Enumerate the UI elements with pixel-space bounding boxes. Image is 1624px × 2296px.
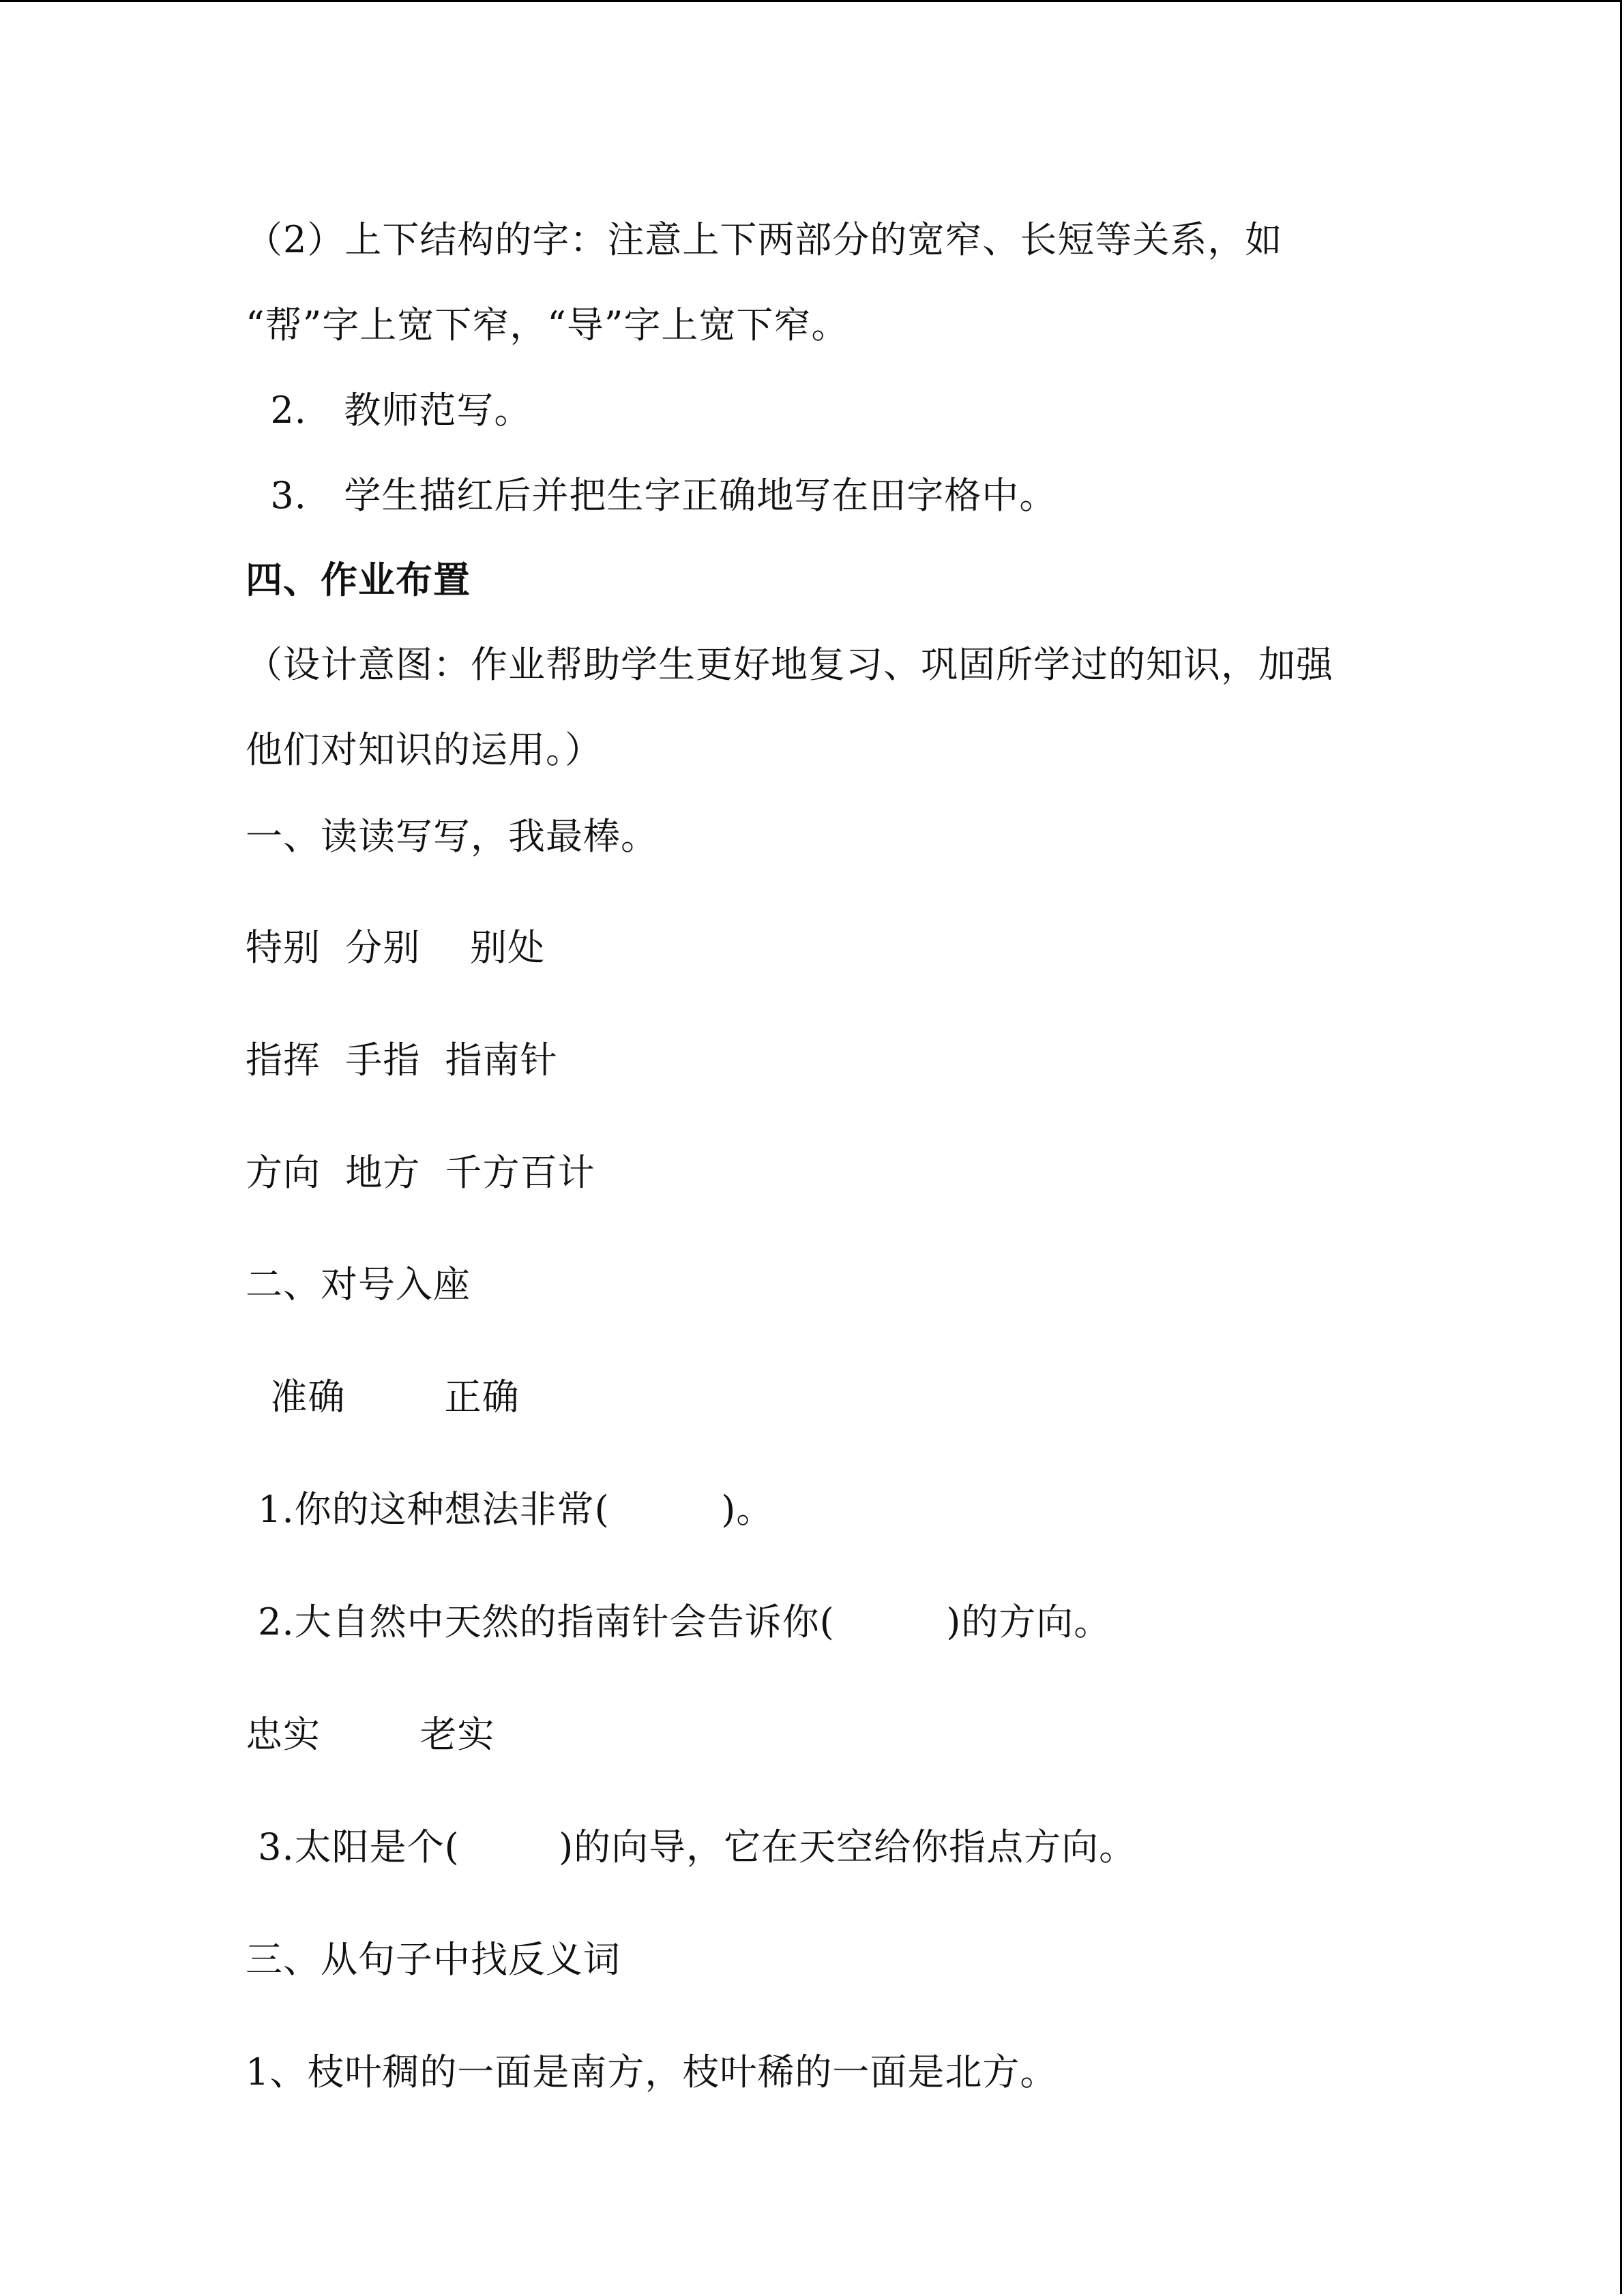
paragraph-line: 他们对知识的运用。）: [246, 728, 602, 771]
paragraph-line: “帮”字上宽下窄，“导”字上宽下窄。: [246, 303, 849, 346]
exercise-heading: 三、从句子中找反义词: [246, 1938, 621, 1981]
paragraph-line: （设计意图：作业帮助学生更好地复习、巩固所学过的知识，加强: [246, 643, 1333, 686]
word-group: 指挥 手指 指南针: [246, 1039, 558, 1082]
exercise-heading: 一、读读写写，我最棒。: [246, 815, 658, 858]
word-group: 方向 地方 千方百计: [246, 1151, 595, 1194]
fill-blank-question: 1.你的这种想法非常( )。: [246, 1488, 774, 1531]
paragraph-line: （2）上下结构的字：注意上下两部分的宽窄、长短等关系，如: [246, 218, 1283, 261]
list-item: 3. 学生描红后并把生字正确地写在田字格中。: [246, 474, 1057, 517]
word-choice: 忠实 老实: [246, 1713, 495, 1756]
exercise-question: 1、枝叶稠的一面是南方，枝叶稀的一面是北方。: [246, 2051, 1058, 2093]
fill-blank-question: 3.太阳是个( )的向导，它在天空给你指点方向。: [246, 1825, 1137, 1868]
fill-blank-question: 2.大自然中天然的指南针会告诉你( )的方向。: [246, 1600, 1112, 1643]
section-heading: 四、作业布置: [246, 558, 471, 601]
word-choice: 准确 正确: [246, 1375, 520, 1418]
list-item: 2. 教师范写。: [246, 389, 532, 432]
exercise-heading: 二、对号入座: [246, 1263, 471, 1306]
word-group: 特别 分别 别处: [246, 926, 545, 969]
